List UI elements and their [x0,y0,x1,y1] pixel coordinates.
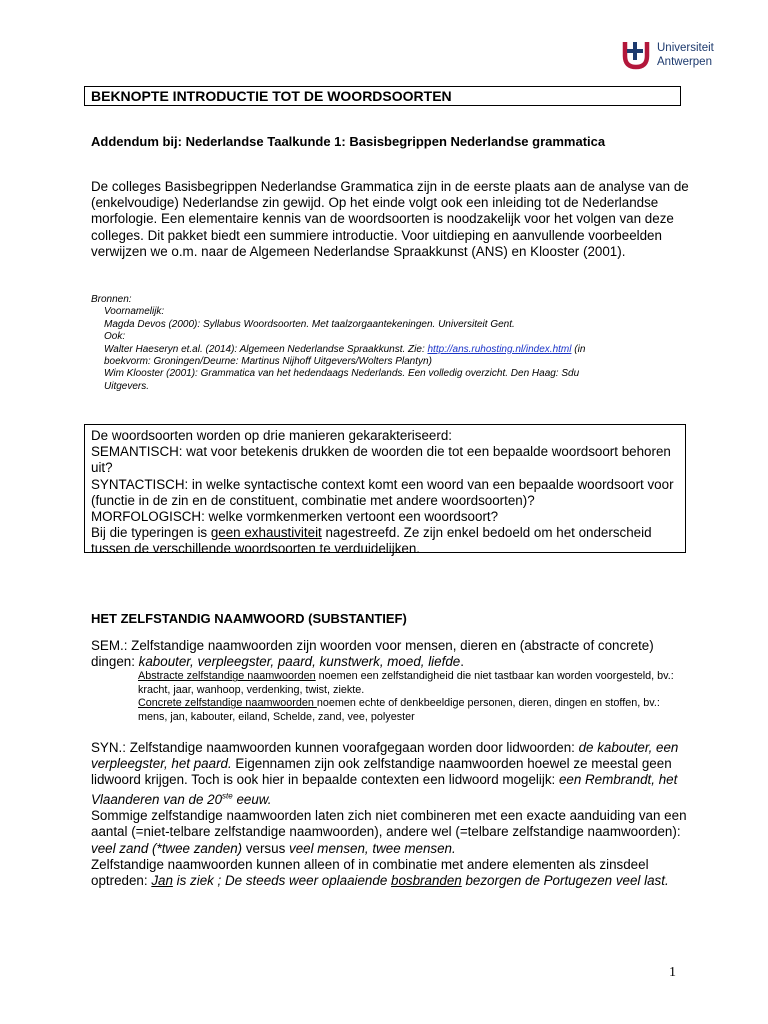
syn3-example [151,873,668,888]
noun-sem-end: . [460,654,464,670]
noun-syn-3 [91,857,691,889]
syn1-ex3: eeuw. [232,792,272,808]
noun-concrete [91,697,691,724]
source-ans-text: Walter Haeseryn et.al. (2014): Algemeen Nederlandse Spraakkunst. Zie: [104,343,428,355]
syn1-b: Eigennamen zijn ook zelfstandige naamwoorden hoewel ze meestal geen lidwoord krijgen. Toch is ook hier in bepaalde contexten een lidwoord mogelijk: [91,756,672,788]
document-title: BEKNOPTE INTRODUCTIE TOT DE WOORDSOORTEN [84,86,681,106]
noun-heading: HET ZELFSTANDIG NAAMWOORD (SUBSTANTIEF) [91,611,407,626]
characterisation-box [84,424,686,557]
intro-paragraph [91,179,691,260]
sources-primary-label: Voornamelijk: [104,306,165,318]
noun-sem-text [91,638,691,670]
syn3-bosbranden: bosbranden [391,873,462,889]
source-klooster-cont: Uitgevers. [104,380,150,392]
sources-heading: Bronnen: [91,294,132,305]
syn3-a: Zelfstandige naamwoorden kunnen alleen of in combinatie met andere elementen als zinsdeel optreden: [91,856,649,889]
syn1-ex2-text: een Rembrandt, het Vlaanderen van de 20 [91,772,678,808]
char-note-b: nagestreefd. Ze zijn enkel bedoeld om het onderscheid tussen de verschillende woordsoorten te verduidelijken. [91,525,652,557]
addendum-heading: Addendum bij: Nederlandse Taalkunde 1: Basisbegrippen Nederlandse grammatica [91,134,606,149]
char-note [91,525,679,557]
sources-block [91,294,691,393]
intro-text: De colleges Basisbegrippen Nederlandse Grammatica zijn in de eerste plaats aan de analyse van de (enkelvoudige) Nederlandse zin gewijd. Op het einde volgt ook een inleiding tot de Nederlandse morfologie. Een elementaire kennis van de woordsoorten is noodzakelijk voor het volgen van deze colleges. Dit pakket biedt een summiere introductie. Voor uitdieping en aanvullende voorbeelden verwijzen we o.m. naar de Algemeen Nederlandse Spraakkunst (ANS) en Klooster (2001). [91,179,689,259]
noun-abstract-text: noemen een zelfstandigheid die niet tastbaar kan worden voorgesteld, bv.: kracht, jaar, wanhoop, verdenking, twist, ziekte. [138,670,674,696]
logo-line2: Antwerpen [657,56,712,68]
noun-syn [91,740,691,889]
syn2-ex2: veel mensen, twee mensen. [289,840,456,856]
syn3-jan: Jan [151,873,173,889]
source-devos: Magda Devos (2000): Syllabus Woordsoorten. Met taalzorgaantekeningen. Universiteit Gent. [104,318,515,330]
syn1-sup: ste [222,791,233,801]
university-name [657,41,714,69]
char-intro: De woordsoorten worden op drie manieren gekarakteriseerd: [91,428,452,443]
char-syntactic: SYNTACTISCH: in welke syntactische context komt een woord van een bepaalde woordsoort voor (functie in de zin en de constituent, combinatie met andere woordsoorten)? [91,476,674,508]
noun-sem-a: SEM.: Zelfstandige naamwoorden zijn woorden voor mensen, dieren en (abstracte of concrete) dingen: [91,638,654,670]
sources-also-label: Ook: [104,331,126,343]
source-ans-cont: boekvorm: Groningen/Deurne: Martinus Nijhoff Uitgevers/Wolters Plantyn) [104,356,432,368]
noun-abstract [91,670,691,697]
syn3-c: bezorgen de Portugezen veel last. [461,873,669,889]
noun-sem [91,638,691,724]
char-morphological: MORFOLOGISCH: welke vormkenmerken vertoont een woordsoort? [91,509,499,525]
university-logo [621,40,731,70]
ans-link[interactable]: http://ans.ruhosting.nl/index.html [427,343,572,355]
syn2-ex1: veel zand (*twee zanden) [91,840,243,856]
char-note-a: Bij die typeringen is [91,525,211,541]
logo-line1: Universiteit [657,42,714,54]
source-klooster: Wim Klooster (2001): Grammatica van het hedendaags Nederlands. Een volledig overzicht. Den Haag: Sdu [104,368,580,380]
char-note-underlined: geen exhaustiviteit [210,525,322,541]
noun-abstract-term: Abstracte zelfstandige naamwoorden [138,670,316,683]
syn3-b: is ziek ; De steeds weer oplaaiende [172,873,391,889]
noun-concrete-text: noemen echte of denkbeeldige personen, dieren, dingen en stoffen, bv.: mens, jan, kabouter, eiland, Schelde, zand, vee, polyester [138,697,660,723]
noun-sem-examples: kabouter, verpleegster, paard, kunstwerk, moed, liefde [138,654,461,670]
syn1-a: SYN.: Zelfstandige naamwoorden kunnen voorafgegaan worden door lidwoorden: [91,740,579,755]
university-logo-icon [621,40,655,70]
syn2-a: Sommige zelfstandige naamwoorden laten zich niet combineren met een exacte aanduiding van een aantal (=niet-telbare zelfstandige naamwoorden), andere wel (=telbare zelfstandige naamwoorden): [91,808,687,840]
syn2-mid: versus [242,840,289,856]
source-ans [91,344,691,356]
syn1-ex: de kabouter, een verpleegster, het paard. [91,740,679,772]
noun-syn-2 [91,808,691,857]
noun-syn-1 [91,740,691,808]
source-ans-tail: (in [571,343,586,355]
char-semantic: SEMANTISCH: wat voor betekenis drukken de woorden die tot een bepaalde woordsoort behoren uit? [91,444,671,476]
page-number: 1 [669,965,676,980]
noun-concrete-term: Concrete zelfstandige naamwoorden [138,697,317,710]
